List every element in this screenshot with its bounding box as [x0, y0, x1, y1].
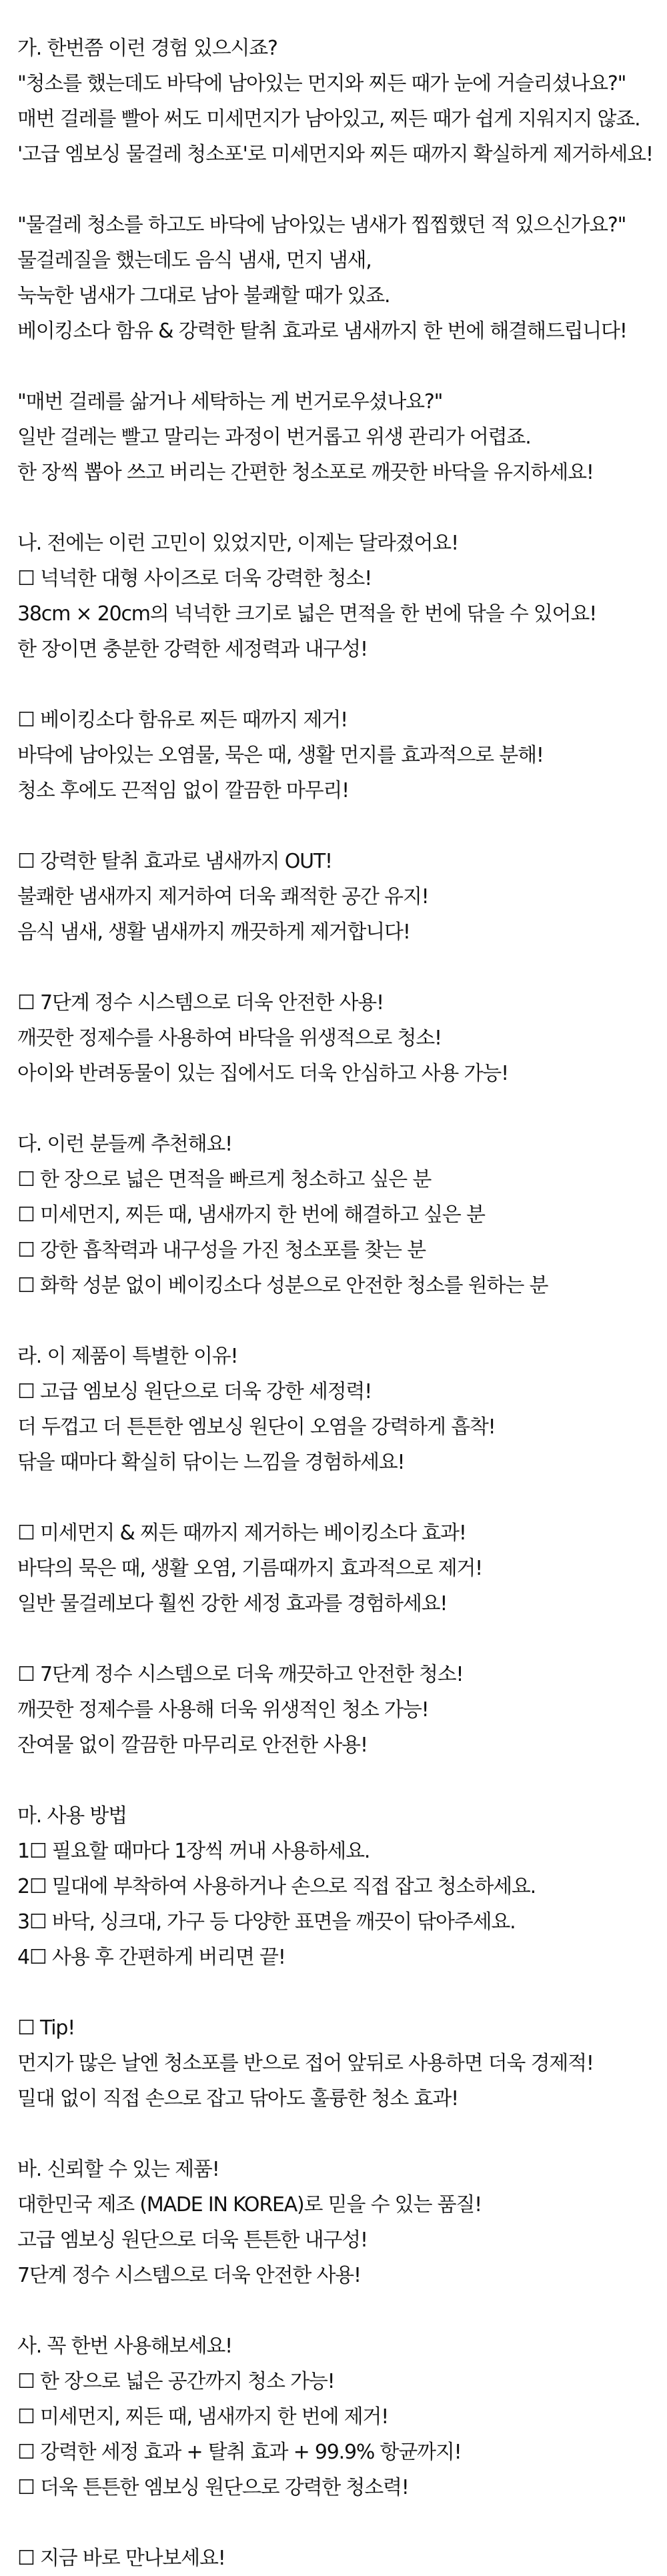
text-line: ☐ 더욱 튼튼한 엠보싱 원단으로 강력한 청소력! [17, 2476, 409, 2499]
paragraph-gap [0, 667, 667, 702]
text-line: 1☐ 필요할 때마다 1장씩 꺼내 사용하세요. [17, 1840, 370, 1863]
text-line: 라. 이 제품이 특별한 이유! [17, 1345, 238, 1368]
text-line: 3☐ 바닥, 싱크대, 가구 등 다양한 표면을 깨끗이 닦아주세요. [17, 1910, 516, 1934]
paragraph-gap [0, 349, 667, 384]
text-line: ☐ 미세먼지 & 찌든 때까지 제거하는 베이킹소다 효과! [17, 1521, 466, 1545]
text-line: ☐ 강력한 세정 효과 + 탈취 효과 + 99.9% 항균까지! [17, 2441, 462, 2464]
text-line: ☐ 강력한 탈취 효과로 냄새까지 OUT! [17, 850, 332, 873]
text-line: 38cm × 20cm의 넉넉한 크기로 넓은 면적을 한 번에 닦을 수 있어요! [17, 602, 597, 626]
text-line: 2☐ 밀대에 부착하여 사용하거나 손으로 직접 잡고 청소하세요. [17, 1875, 536, 1898]
text-line: "청소를 했는데도 바닥에 남아있는 먼지와 찌든 때가 눈에 거슬리셨나요?" [17, 72, 626, 95]
text-line: ☐ 지금 바로 만나보세요! [17, 2547, 225, 2570]
text-line: ☐ 고급 엠보싱 원단으로 더욱 강한 세정력! [17, 1380, 372, 1403]
paragraph-gap [0, 2293, 667, 2329]
text-line: ☐ Tip! [17, 2016, 75, 2040]
text-line: 대한민국 제조 (MADE IN KOREA)로 믿을 수 있는 품질! [17, 2193, 482, 2216]
paragraph-gap [0, 172, 667, 207]
paragraph-gap [0, 1763, 667, 1798]
text-line: 일반 물걸레보다 훨씬 강한 세정 효과를 경험하세요! [17, 1592, 448, 1616]
text-line: 먼지가 많은 날엔 청소포를 반으로 접어 앞뒤로 사용하면 더욱 경제적! [17, 2052, 594, 2075]
text-line: 4☐ 사용 후 간편하게 버리면 끝! [17, 1946, 285, 1969]
text-line: 한 장씩 뽑아 쓰고 버리는 간편한 청소포로 깨끗한 바닥을 유지하세요! [17, 461, 594, 484]
paragraph-gap [0, 808, 667, 844]
text-line: 매번 걸레를 빨아 써도 미세먼지가 남아있고, 찌든 때가 쉽게 지워지지 않죠. [17, 107, 640, 131]
text-line: 7단계 정수 시스템으로 더욱 안전한 사용! [17, 2264, 361, 2287]
text-line: "매번 걸레를 삶거나 세탁하는 게 번거로우셨나요?" [17, 390, 443, 414]
text-line: 깨끗한 정제수를 사용하여 바닥을 위생적으로 청소! [17, 1027, 442, 1050]
text-line: ☐ 한 장으로 넓은 면적을 빠르게 청소하고 싶은 분 [17, 1168, 432, 1191]
text-line: 바. 신뢰할 수 있는 제품! [17, 2158, 219, 2181]
text-line: ☐ 화학 성분 없이 베이킹소다 성분으로 안전한 청소를 원하는 분 [17, 1274, 548, 1297]
text-line: 불쾌한 냄새까지 제거하여 더욱 쾌적한 공간 유지! [17, 885, 429, 908]
text-line: ☐ 미세먼지, 찌든 때, 냄새까지 한 번에 제거! [17, 2405, 389, 2429]
text-line: '고급 엠보싱 물걸레 청소포'로 미세먼지와 찌든 때까지 확실하게 제거하세요! [17, 143, 653, 166]
paragraph-gap [0, 1480, 667, 1515]
paragraph-gap [0, 1091, 667, 1127]
text-line: ☐ 한 장으로 넓은 공간까지 청소 가능! [17, 2370, 335, 2393]
text-line: 한 장이면 충분한 강력한 세정력과 내구성! [17, 638, 368, 661]
text-line: 깨끗한 정제수를 사용해 더욱 위생적인 청소 가능! [17, 1698, 429, 1722]
text-line: ☐ 강한 흡착력과 내구성을 가진 청소포를 찾는 분 [17, 1239, 426, 1262]
text-line: 고급 엠보싱 원단으로 더욱 튼튼한 내구성! [17, 2228, 368, 2252]
text-line: 다. 이런 분들께 추천해요! [17, 1133, 232, 1156]
paragraph-gap [0, 2116, 667, 2152]
paragraph-gap [0, 1975, 667, 2010]
text-line: 음식 냄새, 생활 냄새까지 깨끗하게 제거합니다! [17, 920, 410, 944]
text-line: 눅눅한 냄새가 그대로 남아 불쾌할 때가 있죠. [17, 284, 390, 307]
text-line: 마. 사용 방법 [17, 1804, 127, 1828]
paragraph-gap [0, 950, 667, 985]
text-line: ☐ 7단계 정수 시스템으로 더욱 깨끗하고 안전한 청소! [17, 1663, 464, 1686]
text-line: ☐ 7단계 정수 시스템으로 더욱 안전한 사용! [17, 991, 384, 1015]
text-line: 더 두껍고 더 튼튼한 엠보싱 원단이 오염을 강력하게 흡착! [17, 1415, 496, 1439]
text-line: 일반 걸레는 빨고 말리는 과정이 번거롭고 위생 관리가 어렵죠. [17, 426, 531, 449]
text-line: 밀대 없이 직접 손으로 잡고 닦아도 훌륭한 청소 효과! [17, 2087, 458, 2110]
text-line: ☐ 미세먼지, 찌든 때, 냄새까지 한 번에 해결하고 싶은 분 [17, 1203, 485, 1227]
text-line: 사. 꼭 한번 사용해보세요! [17, 2335, 232, 2358]
paragraph-gap [0, 490, 667, 526]
text-line: ☐ 베이킹소다 함유로 찌든 때까지 제거! [17, 708, 348, 732]
text-line: "물걸레 청소를 하고도 바닥에 남아있는 냄새가 찝찝했던 적 있으신가요?" [17, 213, 626, 237]
text-line: 나. 전에는 이런 고민이 있었지만, 이제는 달라졌어요! [17, 532, 458, 555]
text-line: 바닥의 묵은 때, 생활 오염, 기름때까지 효과적으로 제거! [17, 1557, 483, 1580]
paragraph-gap [0, 1622, 667, 1657]
text-line: 닦을 때마다 확실히 닦이는 느낌을 경험하세요! [17, 1451, 405, 1474]
text-line: 물걸레질을 했는데도 음식 냄새, 먼지 냄새, [17, 249, 372, 272]
paragraph-gap [0, 2505, 667, 2541]
text-line: 잔여물 없이 깔끔한 마무리로 안전한 사용! [17, 1734, 368, 1757]
text-line: 베이킹소다 함유 & 강력한 탈취 효과로 냄새까지 한 번에 해결해드립니다! [17, 319, 627, 343]
text-line: 가. 한번쯤 이런 경험 있으시죠? [17, 37, 277, 60]
text-line: 청소 후에도 끈적임 없이 깔끔한 마무리! [17, 779, 349, 802]
text-line: 바닥에 남아있는 오염물, 묵은 때, 생활 먼지를 효과적으로 분해! [17, 744, 544, 767]
paragraph-gap [0, 1303, 667, 1339]
text-line: 아이와 반려동물이 있는 집에서도 더욱 안심하고 사용 가능! [17, 1062, 508, 1085]
text-line: ☐ 넉넉한 대형 사이즈로 더욱 강력한 청소! [17, 567, 372, 590]
